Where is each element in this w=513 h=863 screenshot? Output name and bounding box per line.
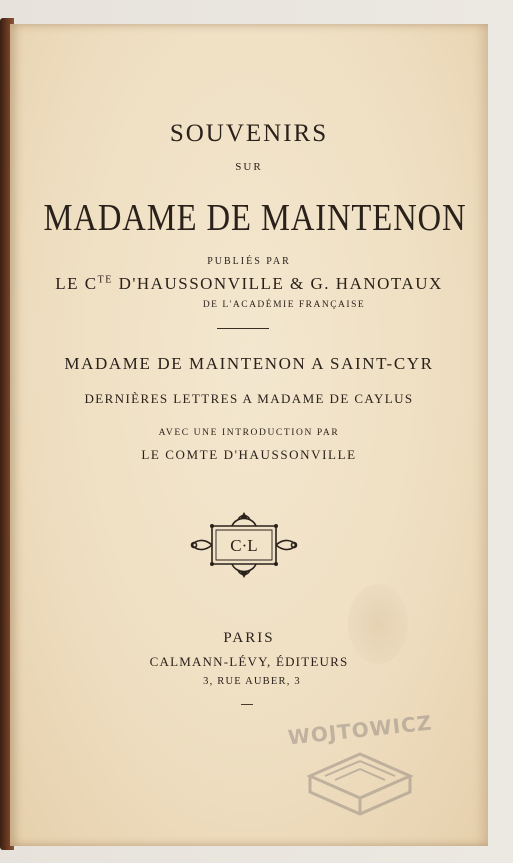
imprint-address: 3, RUE AUBER, 3 [203,676,301,687]
subtitle: MADAME DE MAINTENON A SAINT-CYR [64,354,434,373]
open-book-icon [280,714,440,834]
divider-rule [217,328,269,329]
heading-sur: SUR [235,161,263,173]
foxing-stain [348,584,408,664]
publisher-mark [184,510,304,580]
publisher-initials: C·L [230,536,258,555]
publies-par: PUBLIÉS PAR [207,256,291,267]
watermark-text: WOJTOWICZ [286,710,434,750]
lettres-line: DERNIÈRES LETTRES A MADAME DE CAYLUS [84,391,414,406]
main-title: MADAME DE MAINTENON [43,197,467,239]
title-page [10,24,488,846]
authors-superscript: TE [97,274,113,286]
authors-line [10,274,488,294]
introduction-line: AVEC UNE INTRODUCTION PAR [158,428,340,438]
imprint-publisher: CALMANN-LÉVY, ÉDITEURS [149,654,349,669]
authors-rest: D'HAUSSONVILLE & G. HANOTAUX [112,274,443,293]
academie-line: DE L'ACADÉMIE FRANÇAISE [202,300,366,310]
heading-souvenirs: SOUVENIRS [169,120,329,147]
imprint-city: PARIS [223,630,275,646]
watermark [280,710,440,834]
comte-line: LE COMTE D'HAUSSONVILLE [141,447,357,462]
authors-prefix: LE C [55,274,98,293]
imprint-rule [241,704,253,705]
